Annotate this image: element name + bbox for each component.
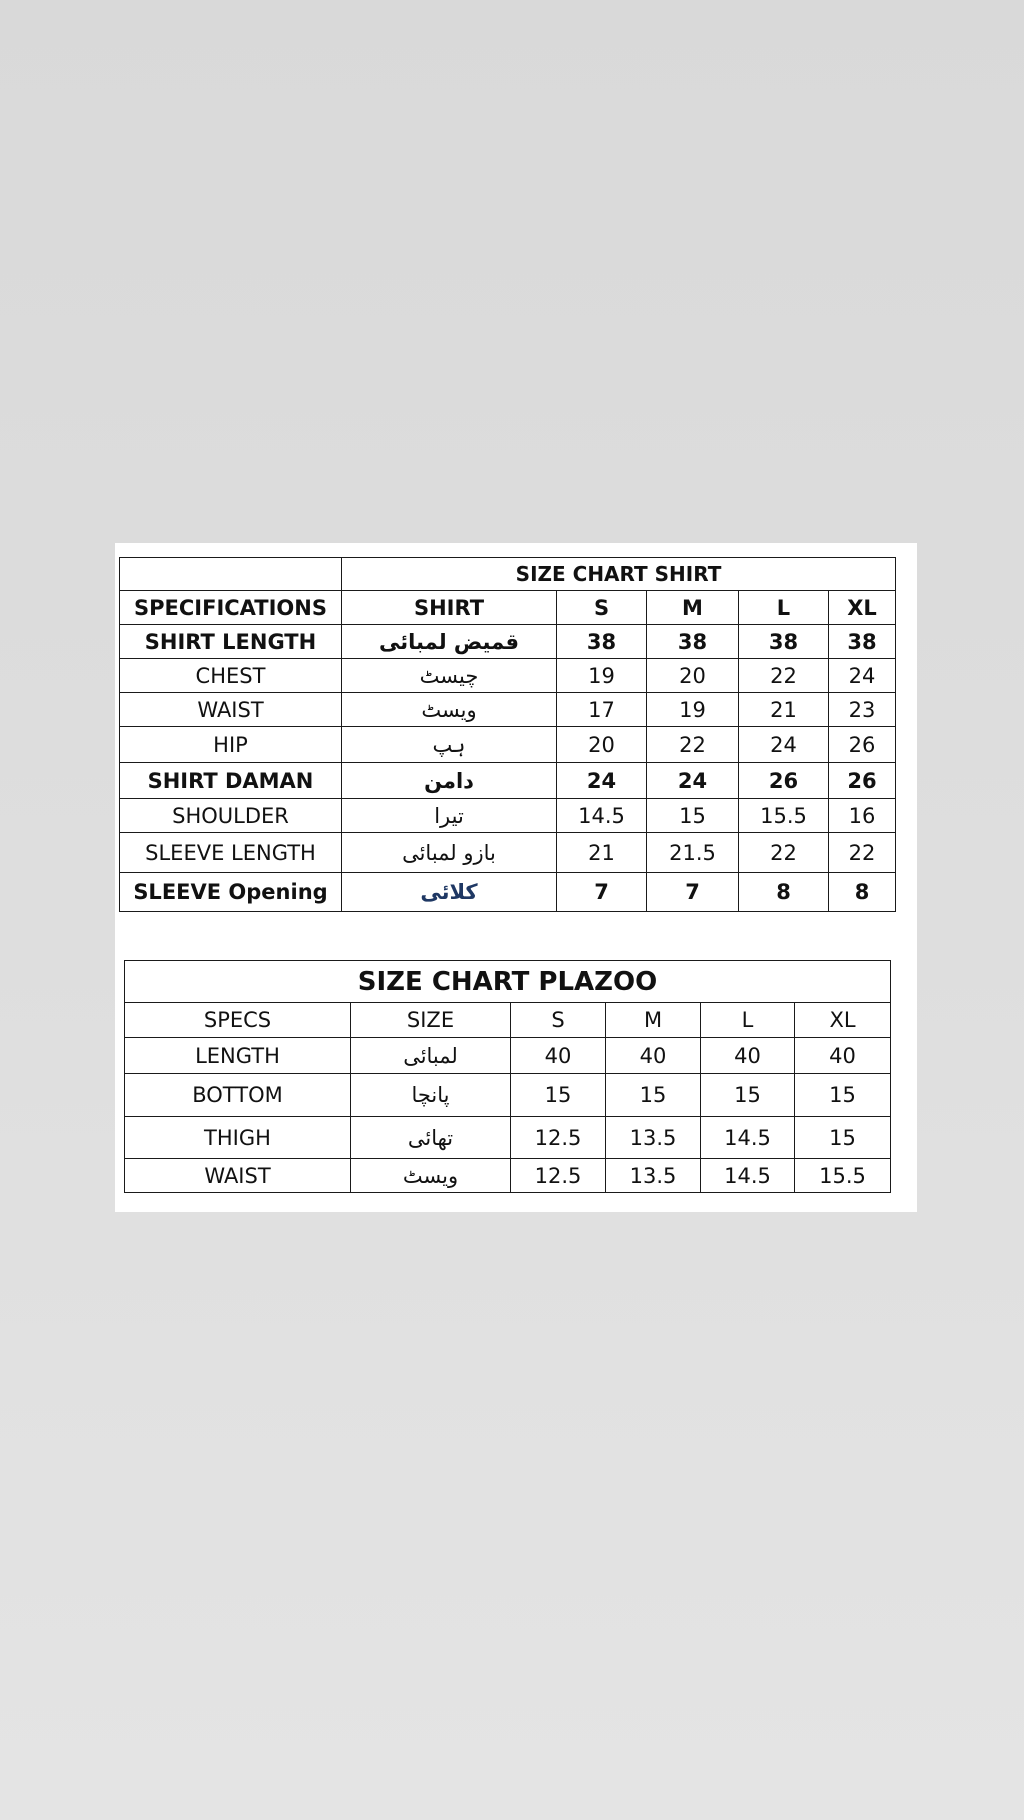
size-value: 12.5 [511, 1117, 606, 1159]
table-row [125, 1159, 891, 1193]
shirt-header-m: M [647, 591, 739, 625]
size-value: 15 [795, 1117, 891, 1159]
size-value: 38 [647, 625, 739, 659]
size-value: 19 [647, 693, 739, 727]
size-value: 15 [511, 1074, 606, 1117]
size-value: 15 [647, 799, 739, 833]
size-value: 21 [739, 693, 829, 727]
spec-label: CHEST [120, 659, 342, 693]
size-value: 23 [829, 693, 896, 727]
table-row [120, 625, 896, 659]
size-value: 17 [557, 693, 647, 727]
urdu-label: دامن [342, 763, 557, 799]
table-row [125, 1074, 891, 1117]
size-value: 22 [739, 659, 829, 693]
table-row [120, 693, 896, 727]
table-row [120, 763, 896, 799]
size-value: 26 [829, 763, 896, 799]
size-value: 8 [739, 873, 829, 912]
spec-label: SHIRT LENGTH [120, 625, 342, 659]
shirt-header-row [120, 591, 896, 625]
spec-label: HIP [120, 727, 342, 763]
size-value: 22 [829, 833, 896, 873]
shirt-header-specifications: SPECIFICATIONS [120, 591, 342, 625]
shirt-title-row [120, 558, 896, 591]
size-value: 22 [647, 727, 739, 763]
size-value: 14.5 [701, 1159, 795, 1193]
plazoo-size-table [124, 960, 891, 1193]
size-value: 40 [511, 1038, 606, 1074]
size-value: 24 [829, 659, 896, 693]
urdu-label: قمیض لمبائی [342, 625, 557, 659]
size-value: 38 [557, 625, 647, 659]
urdu-label: تیرا [342, 799, 557, 833]
plazoo-header-m: M [606, 1003, 701, 1038]
size-value: 19 [557, 659, 647, 693]
size-value: 20 [647, 659, 739, 693]
size-value: 38 [739, 625, 829, 659]
spec-label: THIGH [125, 1117, 351, 1159]
size-value: 7 [557, 873, 647, 912]
shirt-chart-title: SIZE CHART SHIRT [342, 558, 896, 591]
size-value: 15.5 [795, 1159, 891, 1193]
urdu-label: کلائی [342, 873, 557, 912]
size-value: 40 [606, 1038, 701, 1074]
size-value: 22 [739, 833, 829, 873]
shirt-header-shirt: SHIRT [342, 591, 557, 625]
shirt-header-l: L [739, 591, 829, 625]
plazoo-header-l: L [701, 1003, 795, 1038]
size-chart-sheet [115, 543, 917, 1212]
table-row [125, 1038, 891, 1074]
urdu-label: لمبائی [351, 1038, 511, 1074]
shirt-header-xl: XL [829, 591, 896, 625]
urdu-label: ویسٹ [351, 1159, 511, 1193]
urdu-label: بازو لمبائی [342, 833, 557, 873]
size-value: 40 [701, 1038, 795, 1074]
plazoo-header-xl: XL [795, 1003, 891, 1038]
shirt-size-table [119, 557, 896, 912]
size-value: 24 [739, 727, 829, 763]
spec-label: SLEEVE Opening [120, 873, 342, 912]
spec-label: SLEEVE LENGTH [120, 833, 342, 873]
shirt-title-blank-cell [120, 558, 342, 591]
plazoo-header-specs: SPECS [125, 1003, 351, 1038]
table-row [120, 727, 896, 763]
size-value: 24 [647, 763, 739, 799]
table-row [120, 833, 896, 873]
spec-label: WAIST [120, 693, 342, 727]
plazoo-header-s: S [511, 1003, 606, 1038]
spec-label: WAIST [125, 1159, 351, 1193]
plazoo-header-row [125, 1003, 891, 1038]
size-value: 24 [557, 763, 647, 799]
shirt-header-s: S [557, 591, 647, 625]
size-value: 38 [829, 625, 896, 659]
size-value: 12.5 [511, 1159, 606, 1193]
urdu-label: ہپ [342, 727, 557, 763]
size-value: 15 [606, 1074, 701, 1117]
spec-label: SHOULDER [120, 799, 342, 833]
plazoo-header-size: SIZE [351, 1003, 511, 1038]
size-value: 14.5 [701, 1117, 795, 1159]
size-value: 13.5 [606, 1159, 701, 1193]
urdu-label: تھائی [351, 1117, 511, 1159]
size-value: 16 [829, 799, 896, 833]
size-value: 20 [557, 727, 647, 763]
plazoo-chart-title: SIZE CHART PLAZOO [125, 961, 891, 1003]
size-value: 40 [795, 1038, 891, 1074]
size-value: 7 [647, 873, 739, 912]
spec-label: SHIRT DAMAN [120, 763, 342, 799]
table-row [120, 659, 896, 693]
urdu-label: ویسٹ [342, 693, 557, 727]
size-value: 21.5 [647, 833, 739, 873]
size-value: 21 [557, 833, 647, 873]
spec-label: BOTTOM [125, 1074, 351, 1117]
size-value: 15 [795, 1074, 891, 1117]
urdu-label: چیسٹ [342, 659, 557, 693]
size-value: 8 [829, 873, 896, 912]
spec-label: LENGTH [125, 1038, 351, 1074]
table-row [125, 1117, 891, 1159]
size-value: 15.5 [739, 799, 829, 833]
size-value: 14.5 [557, 799, 647, 833]
urdu-label: پانچا [351, 1074, 511, 1117]
size-value: 13.5 [606, 1117, 701, 1159]
plazoo-title-row [125, 961, 891, 1003]
size-value: 15 [701, 1074, 795, 1117]
size-value: 26 [829, 727, 896, 763]
table-row [120, 873, 896, 912]
size-value: 26 [739, 763, 829, 799]
table-row [120, 799, 896, 833]
